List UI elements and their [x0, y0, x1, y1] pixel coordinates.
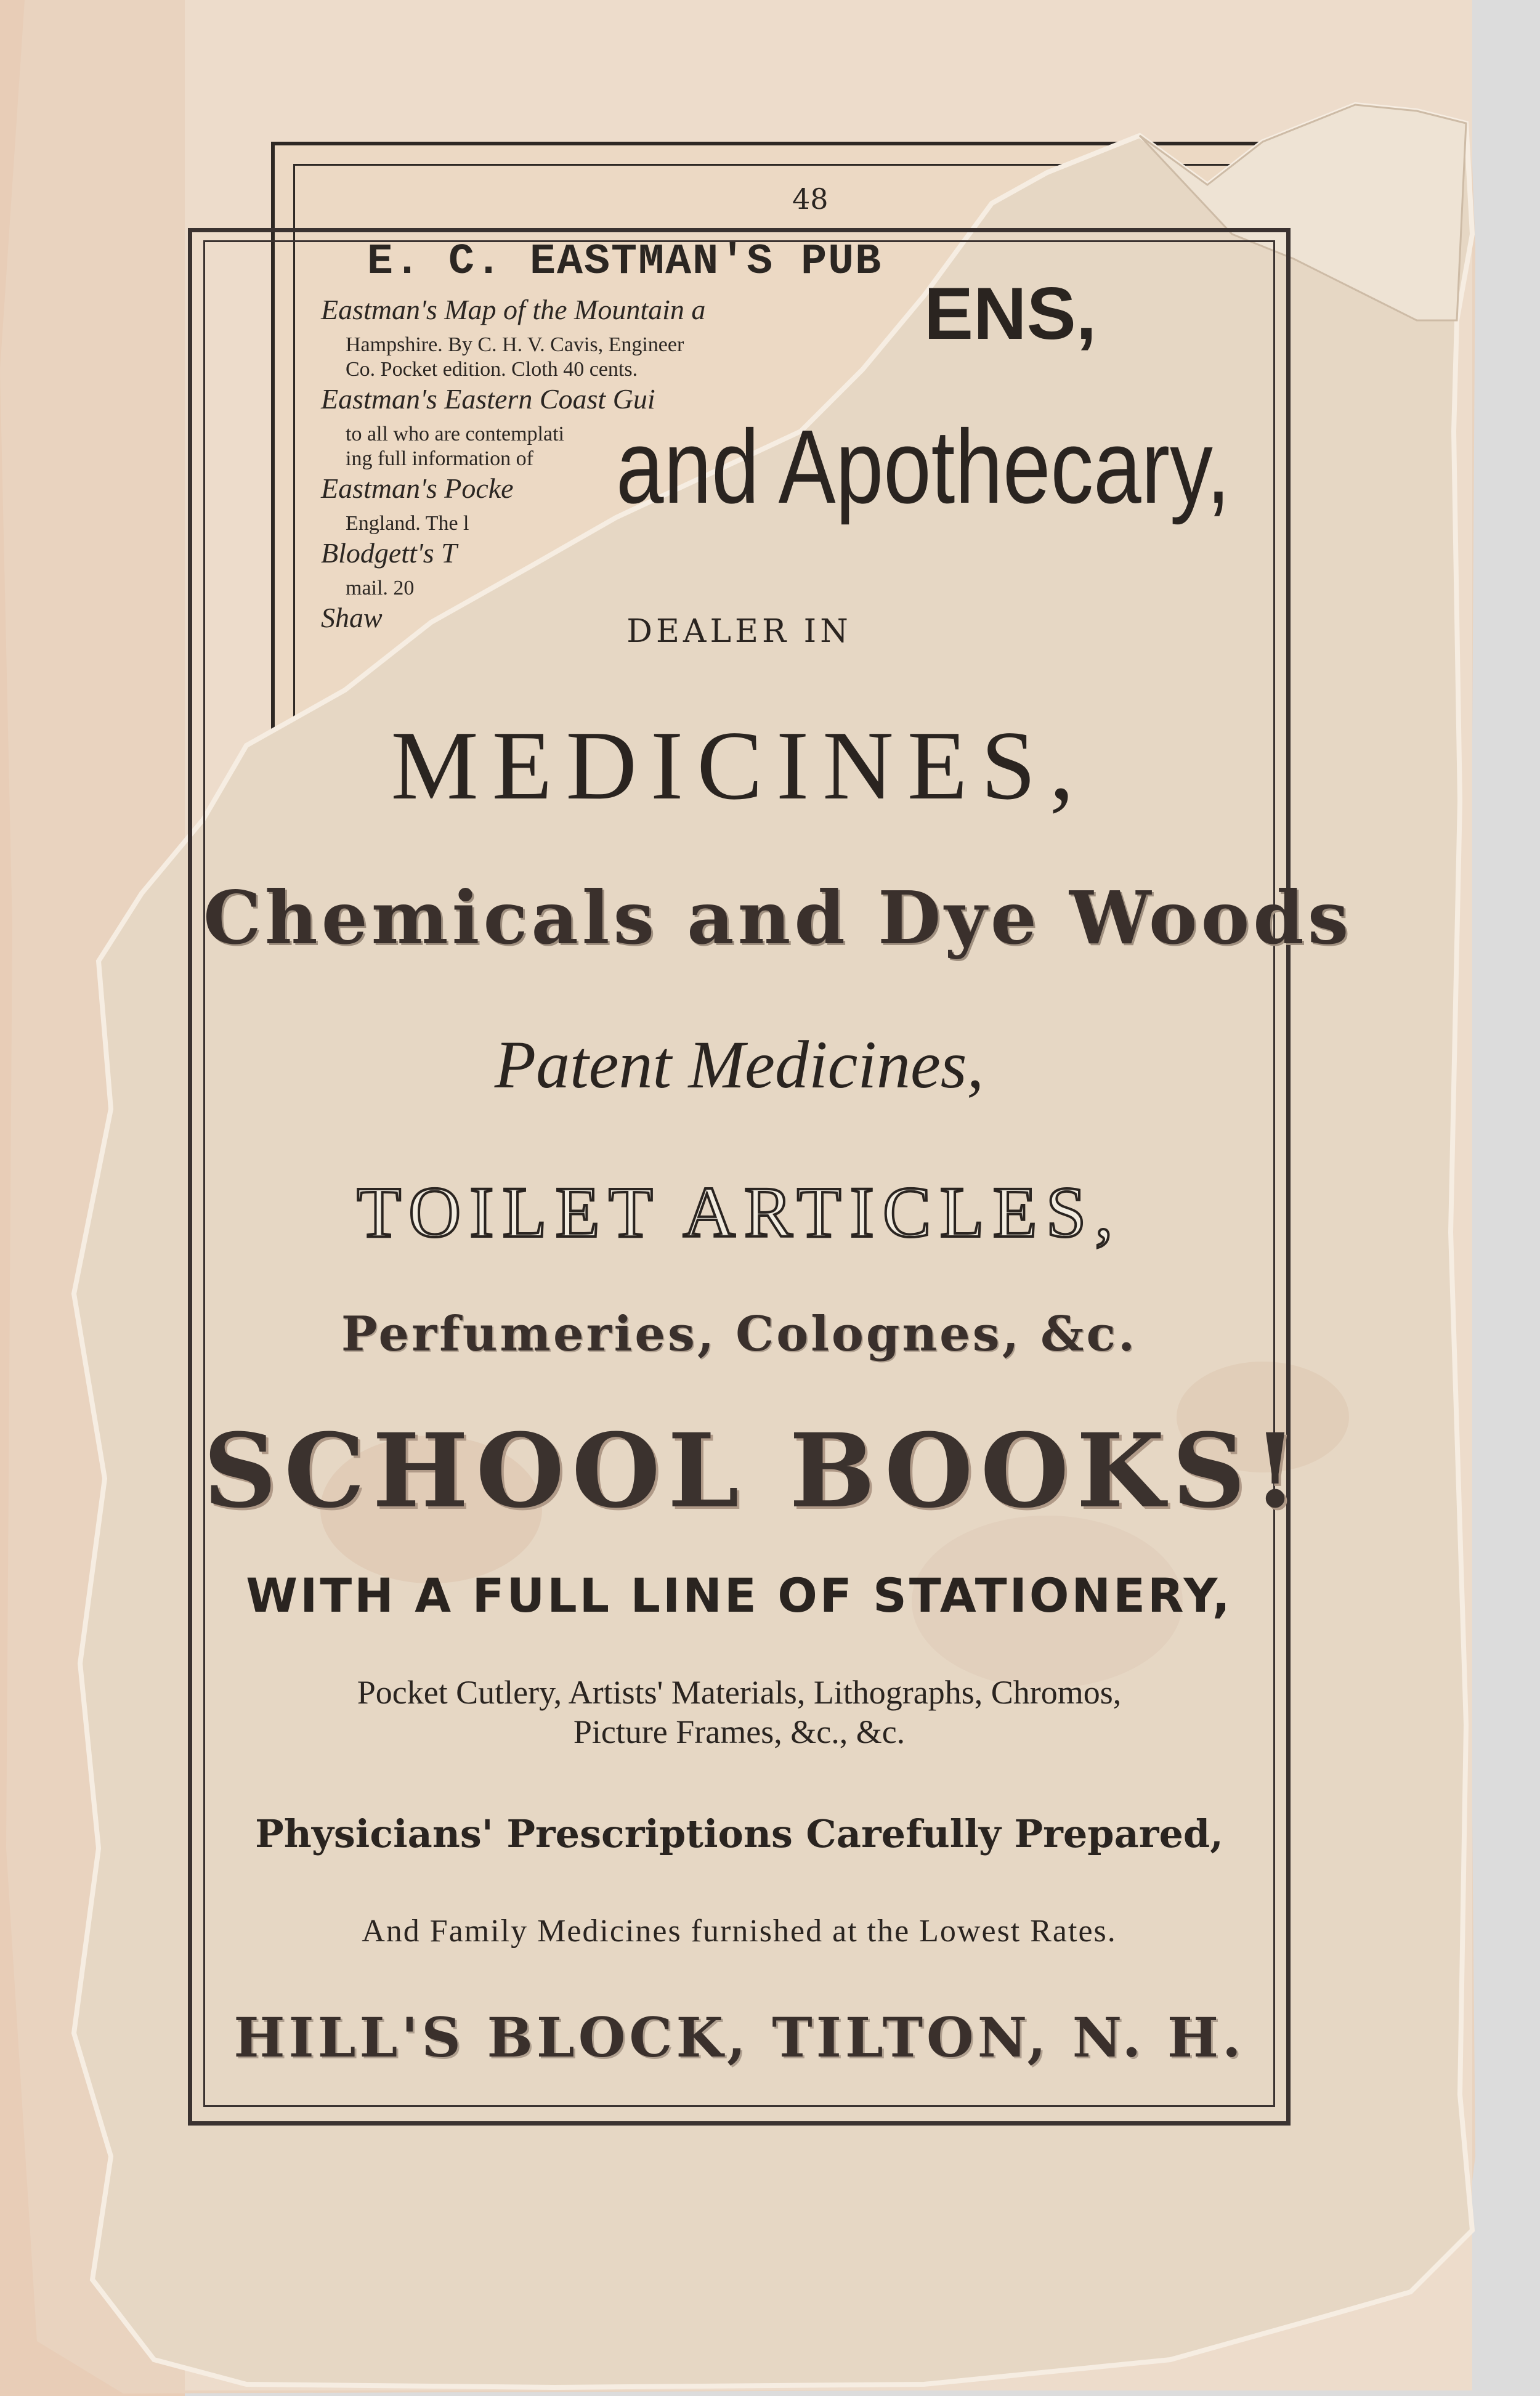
patent-medicines-line: Patent Medicines, — [494, 1027, 984, 1102]
page-number: 48 — [792, 182, 829, 216]
dealer-in-label: DEALER IN — [626, 613, 852, 650]
school-books-heading: SCHOOL BOOKS! — [203, 1411, 1305, 1530]
perfumeries-line: Perfumeries, Colognes, &c. — [341, 1306, 1138, 1362]
listing-line: to all who are contemplati — [346, 423, 564, 445]
listing-line: Eastman's Pocke — [321, 473, 514, 504]
medicines-heading: MEDICINES, — [391, 710, 1088, 820]
stationery-line: WITH A FULL LINE OF STATIONERY, — [246, 1568, 1233, 1623]
listing-line: Eastman's Map of the Mountain a — [321, 294, 706, 325]
listing-line: mail. 20 — [346, 577, 415, 599]
listing-line: Eastman's Eastern Coast Gui — [321, 383, 655, 415]
prescriptions-line: Physicians' Prescriptions Carefully Prepared, — [255, 1811, 1223, 1856]
listing-line: Co. Pocket edition. Cloth 40 cents. — [346, 358, 638, 381]
goods-list — [203, 1673, 1275, 1752]
listing-line: ing full information of — [346, 447, 534, 470]
address-line: HILL'S BLOCK, TILTON, N. H. — [233, 2005, 1245, 2069]
listing-line: Hampshire. By C. H. V. Cavis, Engineer — [346, 333, 684, 356]
goods-list-line-2: Picture Frames, &c., &c. — [573, 1713, 906, 1750]
listing-line: England. The l — [346, 512, 469, 535]
listing-line: Blodgett's T — [321, 537, 457, 569]
business-title: and Apothecary, — [616, 408, 1231, 526]
publisher-heading: E. C. EASTMAN'S PUB — [367, 238, 883, 286]
family-medicines-line: And Family Medicines furnished at the Lowest Rates. — [362, 1914, 1117, 1949]
firm-name-fragment: ENS, — [924, 272, 1097, 355]
toilet-articles-line: TOILET ARTICLES, — [357, 1172, 1122, 1253]
listing-line: Shaw — [321, 602, 383, 633]
chemicals-line: Chemicals and Dye Woods — [203, 875, 1353, 960]
goods-list-line-1: Pocket Cutlery, Artists' Materials, Lithographs, Chromos, — [357, 1674, 1122, 1711]
